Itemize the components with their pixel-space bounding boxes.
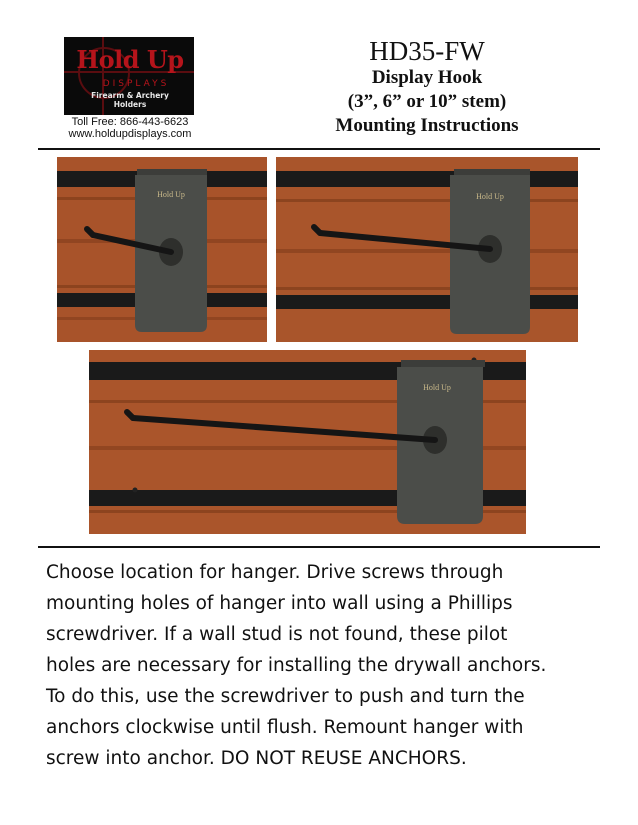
instruction-line: To do this, use the screwdriver to push and turn the: [46, 686, 525, 707]
short-stem-hook-photo: [57, 157, 267, 342]
mounting-instructions: [46, 557, 586, 774]
medium-stem-hook-illustration: [276, 157, 578, 342]
logo-subtitle: DISPLAYS: [102, 79, 170, 89]
instruction-line: screwdriver. If a wall stud is not found, these pilot: [46, 624, 508, 645]
brand-logo: [64, 37, 194, 115]
logo-tagline-line2: Holders: [113, 100, 147, 109]
instruction-line: anchors clockwise until flush. Remount hanger with: [46, 717, 524, 738]
long-stem-hook-photo: [89, 350, 526, 534]
medium-stem-hook-photo: [276, 157, 578, 342]
instruction-line: holes are necessary for installing the drywall anchors.: [46, 655, 547, 676]
phone-number: Toll Free: 866-443-6623: [71, 116, 189, 128]
title-block: [282, 36, 572, 138]
logo-tagline: [68, 91, 192, 109]
plate-label: Hold Up: [157, 190, 185, 199]
instruction-line: Choose location for hanger. Drive screws through: [46, 562, 504, 583]
product-name: Display Hook: [371, 67, 483, 88]
model-number: HD35-FW: [369, 36, 485, 66]
header-divider: [38, 148, 600, 150]
website-url: www.holdupdisplays.com: [68, 128, 192, 140]
stem-options: (3”, 6” or 10” stem): [347, 91, 507, 112]
logo-tagline-line1: Firearm & Archery: [91, 91, 169, 100]
plate-label: Hold Up: [476, 192, 504, 201]
instructions-divider: [38, 546, 600, 548]
logo-brand-text: Hold Up: [76, 45, 184, 74]
plate-label: Hold Up: [423, 383, 451, 392]
document-type: Mounting Instructions: [335, 115, 519, 136]
short-stem-hook-illustration: [57, 157, 267, 342]
instruction-line: mounting holes of hanger into wall using a Phillips: [46, 593, 513, 614]
instruction-line: screw into anchor. DO NOT REUSE ANCHORS.: [46, 748, 467, 769]
long-stem-hook-illustration: [89, 350, 526, 534]
